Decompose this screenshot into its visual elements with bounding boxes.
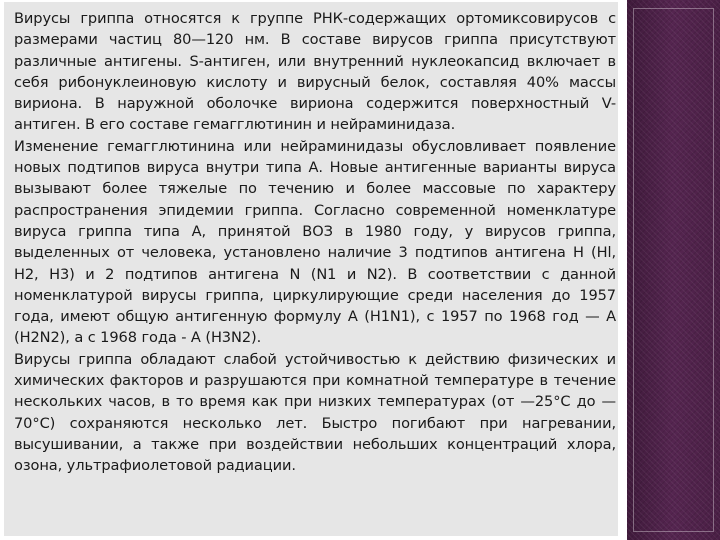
paragraph-antigen-subtypes: Изменение гемагглютинина или нейраминидазы обусловливает появление новых подтипов вируса внутри типа А. Новые антигенные варианты вируса вызывают более тяжелые по течению и более массовые по характеру распространения эпидемии гриппа. Согласно современной номенклатуре вируса гриппа типа А, принятой ВОЗ в 1980 году, у вирусов гриппа, выделенных от человека, установлено наличие 3 подтипов антигена Н (Hl, Н2, Н3) и 2 подтипов антигена N (N1 и N2). В соответствии с данной номенклатурой вирусы гриппа, циркулирующие среди населения до 1957 года, имеют общую антигенную формулу А (H1N1), с 1957 по 1968 год — А (H2N2), а с 1968 года - А (H3N2). xyxy=(14,137,616,347)
decorative-sidebar xyxy=(627,0,720,540)
sidebar-frame xyxy=(633,8,714,532)
content-text-box xyxy=(4,2,618,536)
paragraph-resistance: Вирусы гриппа обладают слабой устойчивостью к действию физических и химических факторов и разрушаются при комнатной температуре в течение нескольких часов, в то время как при низких температурах (от —25°С до —70°С) сохраняются несколько лет. Быстро погибают при нагревании, высушивании, а также при воздействии небольших концентраций хлора, озона, ультрафиолетовой радиации. xyxy=(14,350,616,475)
paragraph-structure: Вирусы гриппа относятся к группе РНК-содержащих ортомиксовирусов с размерами частиц 80—120 нм. В составе вирусов гриппа присутствуют различные антигены. S-антиген, или внутренний нуклеокапсид включает в себя рибонуклеиновую кислоту и вирусный белок, составляя 40% массы вириона. В наружной оболочке вириона содержится поверхностный V-антиген. В его составе гемагглютинин и нейраминидаза. xyxy=(14,10,616,134)
